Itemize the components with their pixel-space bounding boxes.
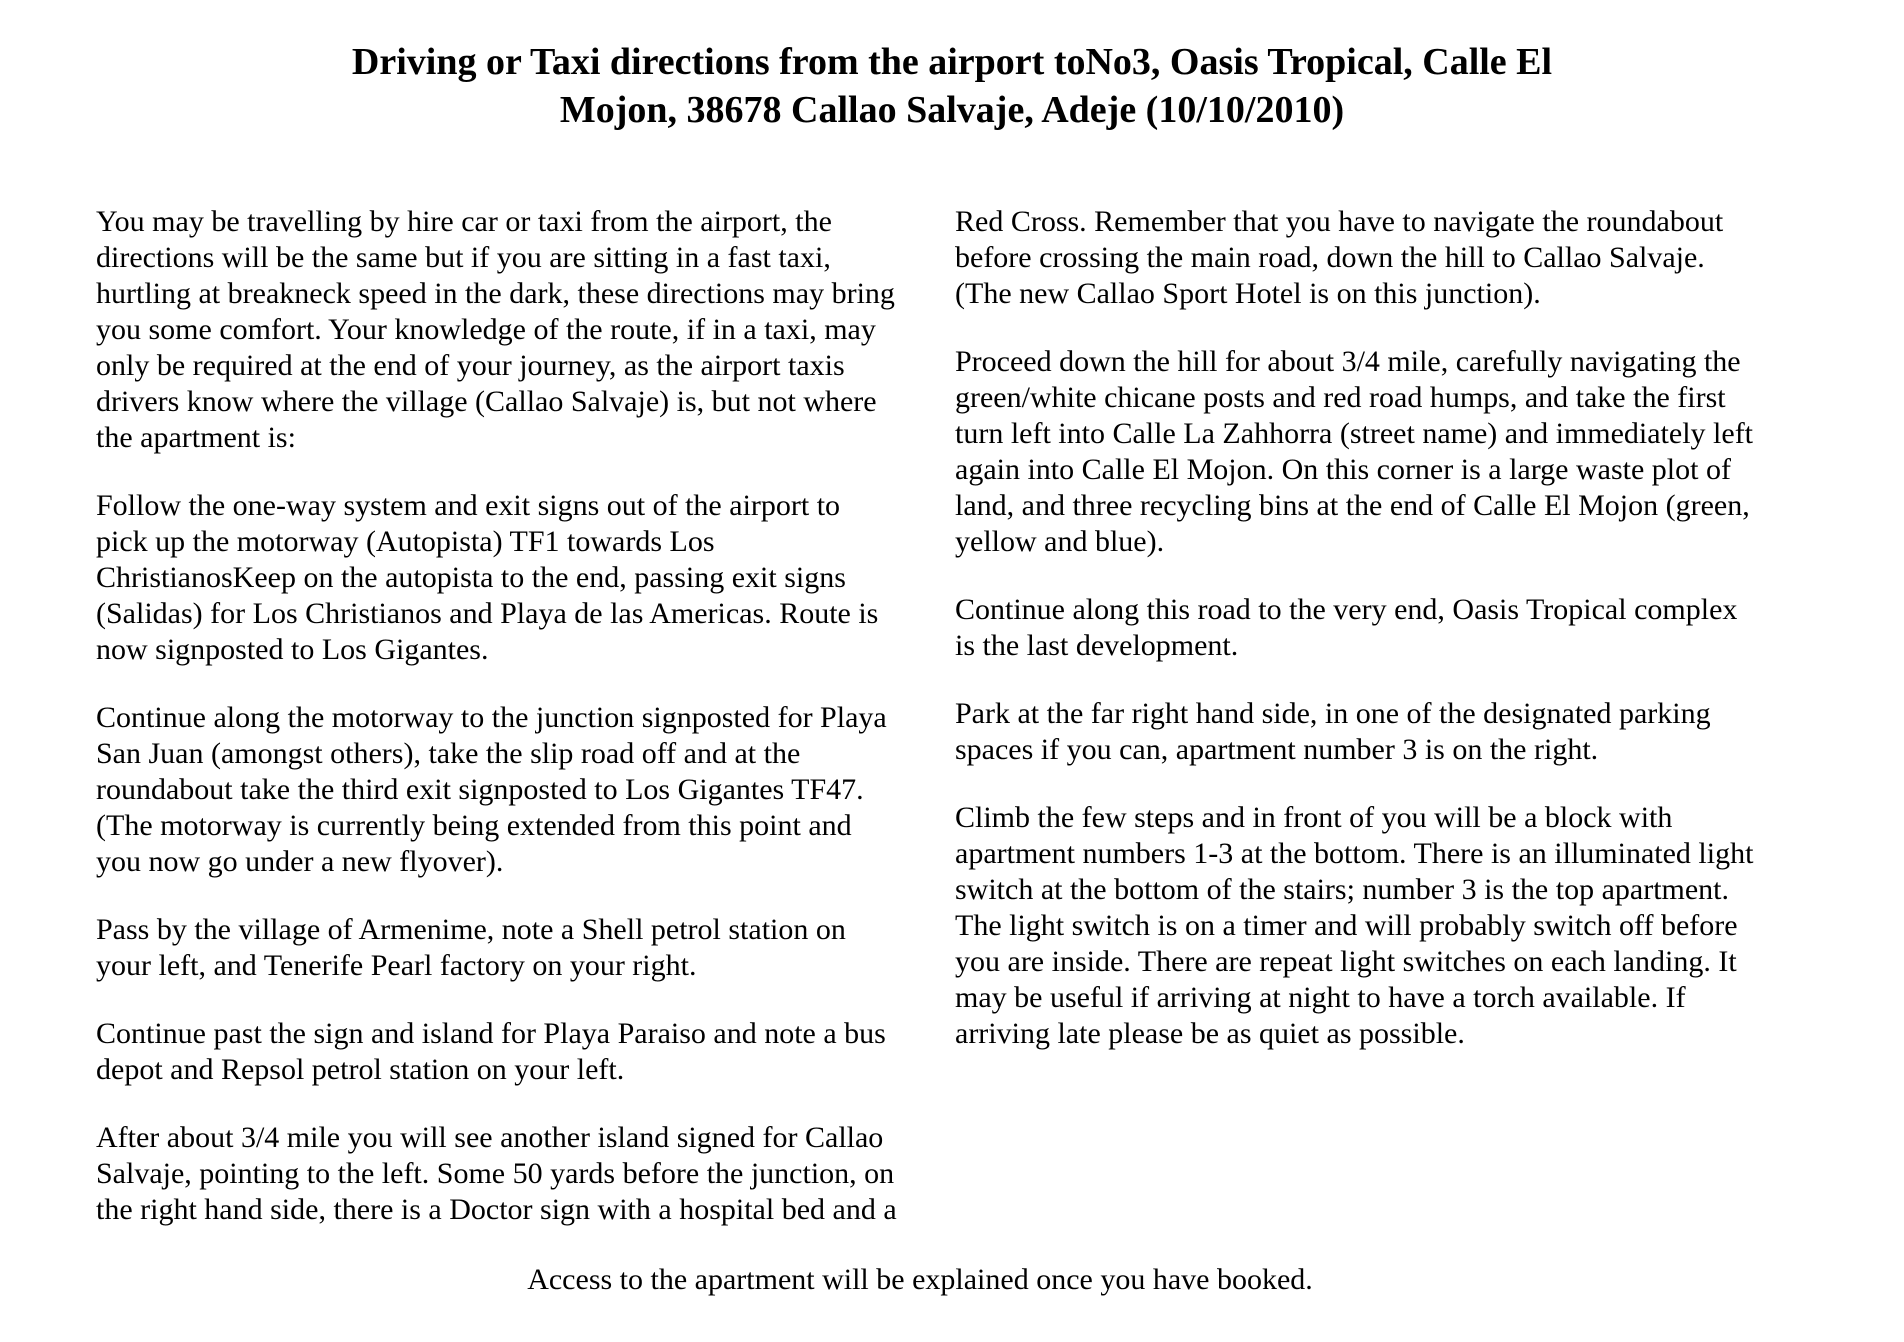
paragraph-road-end: Continue along this road to the very end, Oasis Tropical complex is the last development. [955,593,1738,662]
page-title-line-2: Mojon, 38678 Callao Salvaje, Adeje (10/10/2010) [559,89,1345,131]
directions-body [96,204,1756,1244]
page-title [0,38,1904,134]
footer-note: Access to the apartment will be explained once you have booked. [527,1263,1313,1296]
paragraph-motorway-junction: Continue along the motorway to the junction signposted for Playa San Juan (amongst others), take the slip road off and at the roundabout take the third exit signposted to Los Gigantes TF47. (The motorway is currently being extended from this point and you now go under a new flyover). [96,701,887,878]
paragraph-down-the-hill: Proceed down the hill for about 3/4 mile, carefully navigating the green/white chicane posts and red road humps, and take the first turn left into Calle La Zahhorra (street name) and immediately left again into Calle El Mojon. On this corner is a large waste plot of land, and three recycling bins at the end of Calle El Mojon (green, yellow and blue). [955,345,1754,558]
paragraph-armenime: Pass by the village of Armenime, note a Shell petrol station on your left, and Tenerife Pearl factory on your right. [96,913,846,982]
paragraph-airport-exit: Follow the one-way system and exit signs out of the airport to pick up the motorway (Autopista) TF1 towards Los ChristianosKeep on the autopista to the end, passing exit signs (Salidas) for Los Christianos and Playa de las Americas. Route is now signposted to Los Gigantes. [96,489,879,666]
paragraph-stairs: Climb the few steps and in front of you will be a block with apartment numbers 1-3 at the bottom. There is an illuminated light switch at the bottom of the stairs; number 3 is the top apartment. The light switch is on a timer and will probably switch off before you are inside. There are repeat light switches on each landing. It may be useful if arriving at night to have a torch available. If arriving late please be as quiet as possible. [955,801,1754,1050]
page-title-line-1: Driving or Taxi directions from the airport toNo3, Oasis Tropical, Calle El [351,41,1553,83]
paragraph-playa-paraiso: Continue past the sign and island for Playa Paraiso and note a bus depot and Repsol petrol station on your left. [96,1017,886,1086]
paragraph-parking: Park at the far right hand side, in one of the designated parking spaces if you can, apartment number 3 is on the right. [955,697,1711,766]
paragraph-callao-island: After about 3/4 mile you will see another island signed for Callao Salvaje, pointing to the left. Some 50 yards before the junction, on the right hand side, there is a Doctor sign with a hospital bed and a Red Cross. Remember that you have to navigate the roundabout before crossing the main road, down the hill to Callao Salvaje. (The new Callao Sport Hotel is on this junction). [96,205,1724,1226]
paragraph-intro: You may be travelling by hire car or taxi from the airport, the directions will be the same but if you are sitting in a fast taxi, hurtling at breakneck speed in the dark, these directions may bring you some comfort. Your knowledge of the route, if in a taxi, may only be required at the end of your journey, as the airport taxis drivers know where the village (Callao Salvaje) is, but not where the apartment is: [96,205,895,454]
